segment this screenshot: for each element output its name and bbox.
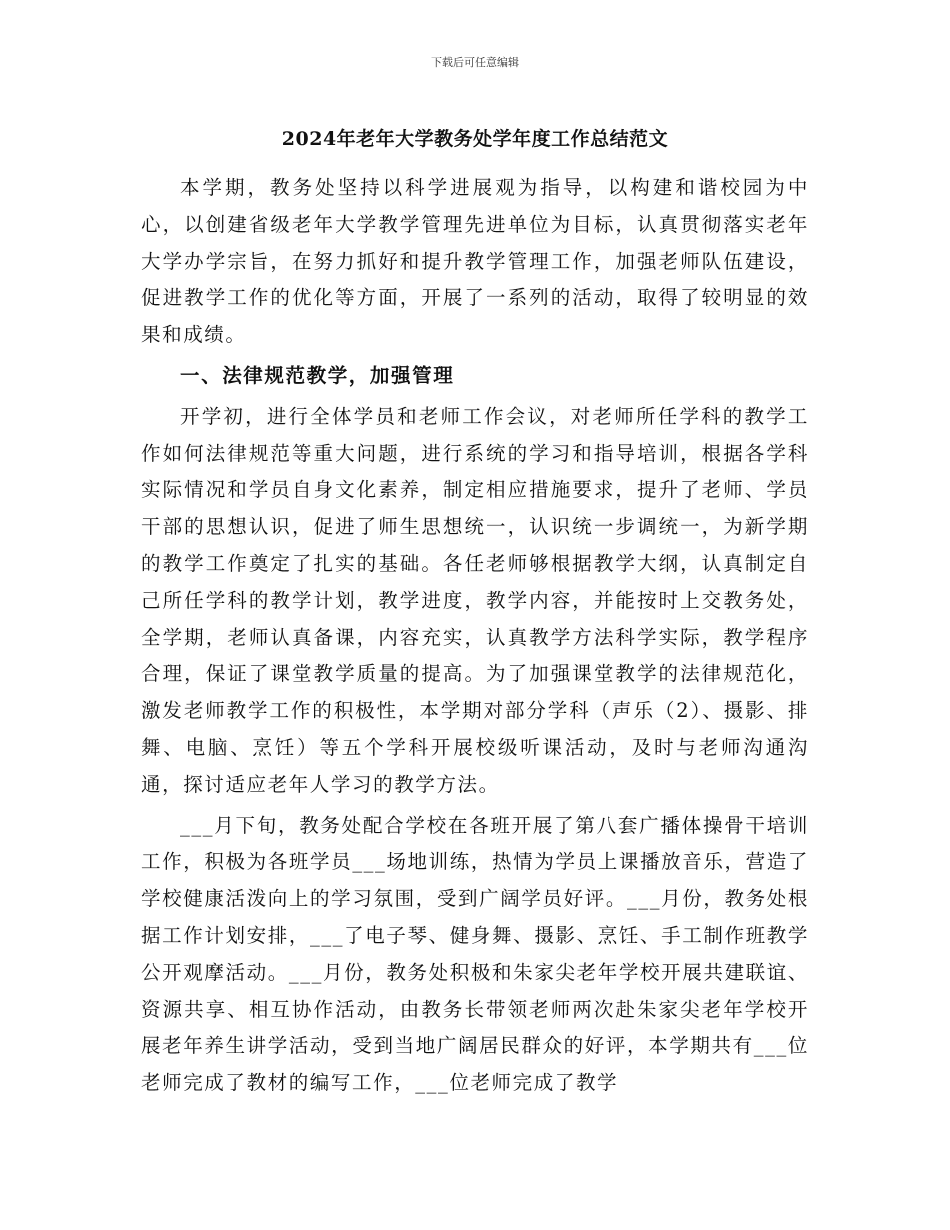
intro-paragraph: 本学期，教务处坚持以科学进展观为指导，以构建和谐校园为中心，以创建省级老年大学教学管理先进单位为目标，认真贯彻落实老年大学办学宗旨，在努力抓好和提升教学管理工作，加强老师队伍建设，促进教学工作的优化等方面，开展了一系列的活动，取得了较明显的效果和成绩。 [141, 176, 809, 347]
page-header-note: 下载后可任意编辑 [431, 56, 519, 69]
document-title: 2024年老年大学教务处学年度工作总结范文 [281, 128, 669, 150]
document-body [141, 170, 809, 1102]
body-paragraph: ___月下旬，教务处配合学校在各班开展了第八套广播体操骨干培训工作，积极为各班学员___场地训练，热情为学员上课播放音乐，营造了学校健康活泼向上的学习氛围，受到广阔学员好评。___月份，教务处根据工作计划安排，___了电子琴、健身舞、摄影、烹饪、手工制作班教学公开观摩活动。___月份，教务处积极和朱家尖老年学校开展共建联谊、资源共享、相互协作活动，由教务长带领老师两次赴朱家尖老年学校开展老年养生讲学活动，受到当地广阔居民群众的好评，本学期共有___位老师完成了教材的编写工作，___位老师完成了教学 [141, 813, 809, 1095]
body-paragraph: 开学初，进行全体学员和老师工作会议，对老师所任学科的教学工作如何法律规范等重大问题，进行系统的学习和指导培训，根据各学科实际情况和学员自身文化素养，制定相应措施要求，提升了老师、学员干部的思想认识，促进了师生思想统一，认识统一步调统一，为新学期的教学工作奠定了扎实的基础。各任老师够根据教学大纲，认真制定自己所任学科的教学计划，教学进度，教学内容，并能按时上交教务处，全学期，老师认真备课，内容充实，认真教学方法科学实际，教学程序合理，保证了课堂教学质量的提高。为了加强课堂教学的法律规范化，激发老师教学工作的积极性，本学期对部分学科（声乐（2）、摄影、排舞、电脑、烹饪）等五个学科开展校级听课活动，及时与老师沟通沟通，探讨适应老年人学习的教学方法。 [141, 404, 809, 796]
section-heading: 一、法律规范教学，加强管理 [180, 363, 455, 387]
